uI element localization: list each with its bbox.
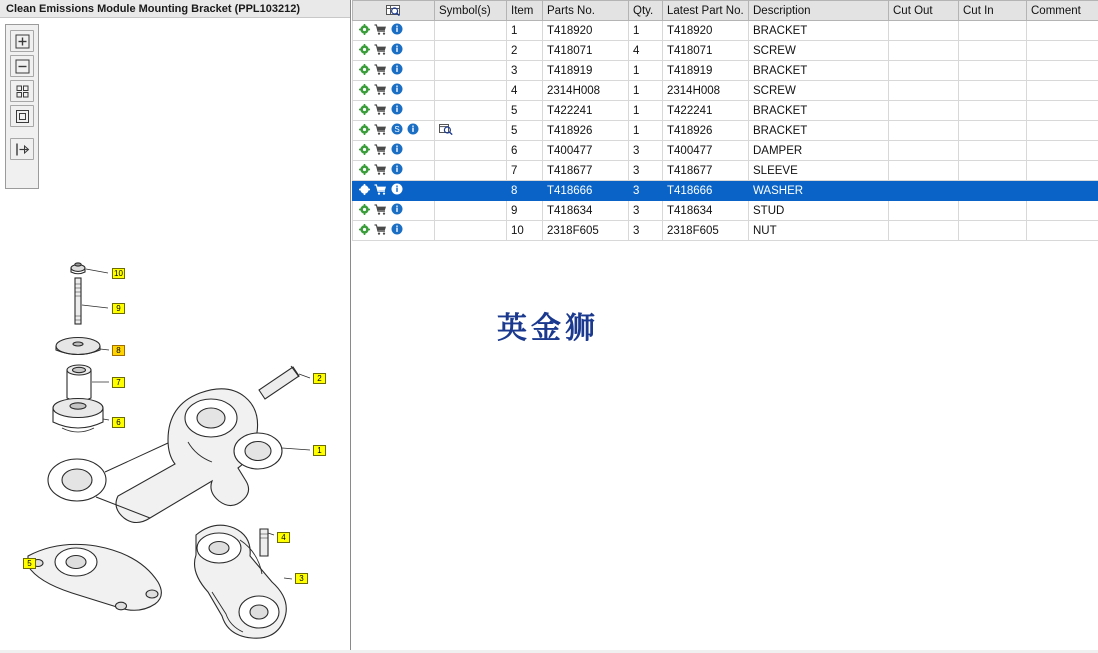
cell-item: 3 xyxy=(507,61,543,81)
cell-cut-in xyxy=(959,41,1027,61)
callout-1[interactable]: 1 xyxy=(313,445,326,456)
column-header-cut-in[interactable]: Cut In xyxy=(959,1,1027,21)
cell-parts-no: T418926 xyxy=(543,121,629,141)
cell-item: 8 xyxy=(507,181,543,201)
cell-symbols[interactable] xyxy=(435,201,507,221)
gear-icon[interactable] xyxy=(359,44,370,58)
cell-qty: 3 xyxy=(629,201,663,221)
callout-10[interactable]: 10 xyxy=(112,268,125,279)
cell-comment xyxy=(1027,21,1098,41)
info-icon[interactable] xyxy=(391,203,403,218)
cell-description: WASHER xyxy=(749,181,889,201)
cell-symbols[interactable] xyxy=(435,81,507,101)
callout-5[interactable]: 5 xyxy=(23,558,36,569)
row-actions[interactable] xyxy=(353,21,435,41)
cell-cut-out xyxy=(889,61,959,81)
column-header-latest-part-no[interactable]: Latest Part No. xyxy=(663,1,749,21)
cell-comment xyxy=(1027,61,1098,81)
info-icon[interactable] xyxy=(391,163,403,178)
magnifier-icon[interactable] xyxy=(439,123,453,138)
cell-qty: 1 xyxy=(629,81,663,101)
cell-comment xyxy=(1027,121,1098,141)
column-header-parts-no[interactable]: Parts No. xyxy=(543,1,629,21)
cell-qty: 3 xyxy=(629,221,663,241)
cell-description: STUD xyxy=(749,201,889,221)
cell-item: 6 xyxy=(507,141,543,161)
cell-comment xyxy=(1027,81,1098,101)
row-actions[interactable] xyxy=(353,41,435,61)
info-icon[interactable] xyxy=(391,63,403,78)
zoom-out-icon[interactable] xyxy=(10,55,34,77)
info-icon[interactable] xyxy=(391,83,403,98)
cell-latest-part-no: T418920 xyxy=(663,21,749,41)
cell-symbols[interactable] xyxy=(435,161,507,181)
cell-cut-in xyxy=(959,141,1027,161)
cart-icon[interactable] xyxy=(374,204,387,218)
cart-icon[interactable] xyxy=(374,44,387,58)
cart-icon[interactable] xyxy=(374,104,387,118)
cell-item: 10 xyxy=(507,221,543,241)
cell-description: SCREW xyxy=(749,81,889,101)
cell-cut-out xyxy=(889,141,959,161)
table-row[interactable] xyxy=(353,61,1098,81)
expand-panel-icon[interactable] xyxy=(10,138,34,160)
table-row[interactable] xyxy=(353,101,1098,121)
table-row[interactable] xyxy=(353,21,1098,41)
supersede-icon[interactable] xyxy=(391,123,403,138)
cell-description: BRACKET xyxy=(749,121,889,141)
cell-latest-part-no: T418926 xyxy=(663,121,749,141)
gear-icon[interactable] xyxy=(359,204,370,218)
row-actions[interactable] xyxy=(353,61,435,81)
cell-cut-out xyxy=(889,181,959,201)
cell-qty: 3 xyxy=(629,141,663,161)
row-actions[interactable] xyxy=(353,161,435,181)
cell-latest-part-no: 2318F605 xyxy=(663,221,749,241)
gear-icon[interactable] xyxy=(359,24,370,38)
cart-icon[interactable] xyxy=(374,64,387,78)
page-title: Clean Emissions Module Mounting Bracket (PPL103212) xyxy=(0,0,350,18)
callout-9[interactable]: 9 xyxy=(112,303,125,314)
cell-latest-part-no: 2314H008 xyxy=(663,81,749,101)
cell-parts-no: T418634 xyxy=(543,201,629,221)
gear-icon[interactable] xyxy=(359,124,370,138)
row-actions[interactable] xyxy=(353,221,435,241)
cell-comment xyxy=(1027,201,1098,221)
info-icon[interactable] xyxy=(391,223,403,238)
table-row[interactable] xyxy=(353,181,1098,201)
gear-icon[interactable] xyxy=(359,64,370,78)
cart-icon[interactable] xyxy=(374,24,387,38)
row-actions[interactable] xyxy=(353,101,435,121)
cell-parts-no: 2314H008 xyxy=(543,81,629,101)
cell-cut-in xyxy=(959,221,1027,241)
cell-cut-out xyxy=(889,81,959,101)
table-row[interactable] xyxy=(353,141,1098,161)
cell-description: BRACKET xyxy=(749,21,889,41)
zoom-in-icon[interactable] xyxy=(10,30,34,52)
cell-cut-out xyxy=(889,101,959,121)
info-icon[interactable] xyxy=(391,23,403,38)
cell-cut-out xyxy=(889,121,959,141)
cell-cut-out xyxy=(889,221,959,241)
cell-symbols[interactable] xyxy=(435,121,507,141)
column-header-symbols[interactable]: Symbol(s) xyxy=(435,1,507,21)
cell-symbols[interactable] xyxy=(435,181,507,201)
cart-icon[interactable] xyxy=(374,124,387,138)
svg-text:S: S xyxy=(394,125,400,134)
column-header-icons[interactable] xyxy=(353,1,435,21)
info-icon[interactable] xyxy=(391,43,403,58)
cell-item: 9 xyxy=(507,201,543,221)
gear-icon[interactable] xyxy=(359,84,370,98)
cell-item: 2 xyxy=(507,41,543,61)
row-actions[interactable] xyxy=(353,121,435,141)
cell-description: SCREW xyxy=(749,41,889,61)
cell-parts-no: T422241 xyxy=(543,101,629,121)
cell-latest-part-no: T418071 xyxy=(663,41,749,61)
cell-cut-in xyxy=(959,81,1027,101)
cell-comment xyxy=(1027,41,1098,61)
table-row[interactable] xyxy=(353,41,1098,61)
row-actions[interactable] xyxy=(353,81,435,101)
info-icon[interactable] xyxy=(391,183,403,198)
info-icon[interactable] xyxy=(391,103,403,118)
cell-qty: 1 xyxy=(629,121,663,141)
illustration-toolbar xyxy=(5,24,39,189)
cell-qty: 1 xyxy=(629,61,663,81)
cell-qty: 1 xyxy=(629,21,663,41)
table-header-row xyxy=(353,1,1098,21)
gear-icon[interactable] xyxy=(359,184,370,198)
cell-comment xyxy=(1027,161,1098,181)
table-row[interactable] xyxy=(353,201,1098,221)
cell-latest-part-no: T422241 xyxy=(663,101,749,121)
column-header-cut-out[interactable]: Cut Out xyxy=(889,1,959,21)
table-row[interactable] xyxy=(353,161,1098,181)
fit-window-icon[interactable] xyxy=(10,105,34,127)
cell-description: NUT xyxy=(749,221,889,241)
watermark-text: 英金狮 xyxy=(497,311,599,346)
cell-symbols[interactable] xyxy=(435,101,507,121)
cell-cut-in xyxy=(959,201,1027,221)
cell-latest-part-no: T418677 xyxy=(663,161,749,181)
cell-comment xyxy=(1027,141,1098,161)
info-icon[interactable] xyxy=(407,123,419,138)
exploded-view-diagram[interactable] xyxy=(0,200,351,650)
cart-icon[interactable] xyxy=(374,224,387,238)
cell-comment xyxy=(1027,181,1098,201)
cell-cut-out xyxy=(889,41,959,61)
callout-3[interactable]: 3 xyxy=(295,573,308,584)
cell-parts-no: T418920 xyxy=(543,21,629,41)
cell-cut-out xyxy=(889,201,959,221)
cell-cut-in xyxy=(959,181,1027,201)
row-actions[interactable] xyxy=(353,141,435,161)
column-header-qty[interactable]: Qty. xyxy=(629,1,663,21)
cell-description: SLEEVE xyxy=(749,161,889,181)
callout-7[interactable]: 7 xyxy=(112,377,125,388)
cell-item: 5 xyxy=(507,121,543,141)
table-row[interactable] xyxy=(353,221,1098,241)
cell-description: DAMPER xyxy=(749,141,889,161)
cell-item: 4 xyxy=(507,81,543,101)
cell-comment xyxy=(1027,101,1098,121)
cell-parts-no: T418677 xyxy=(543,161,629,181)
info-icon[interactable] xyxy=(391,143,403,158)
column-header-comment[interactable]: Comment xyxy=(1027,1,1098,21)
gear-icon[interactable] xyxy=(359,144,370,158)
cell-symbols[interactable] xyxy=(435,141,507,161)
cart-icon[interactable] xyxy=(374,184,387,198)
cell-description: BRACKET xyxy=(749,61,889,81)
cell-parts-no: T418666 xyxy=(543,181,629,201)
cell-cut-in xyxy=(959,101,1027,121)
gear-icon[interactable] xyxy=(359,224,370,238)
cell-parts-no: T418071 xyxy=(543,41,629,61)
cell-latest-part-no: T418634 xyxy=(663,201,749,221)
cell-qty: 1 xyxy=(629,101,663,121)
cell-cut-out xyxy=(889,21,959,41)
cell-symbols[interactable] xyxy=(435,41,507,61)
cell-item: 1 xyxy=(507,21,543,41)
cell-cut-in xyxy=(959,121,1027,141)
cell-cut-in xyxy=(959,161,1027,181)
cell-comment xyxy=(1027,221,1098,241)
cell-qty: 4 xyxy=(629,41,663,61)
callout-6[interactable]: 6 xyxy=(112,417,125,428)
cell-latest-part-no: T418919 xyxy=(663,61,749,81)
cell-description: BRACKET xyxy=(749,101,889,121)
cell-item: 7 xyxy=(507,161,543,181)
table-row[interactable] xyxy=(353,81,1098,101)
table-body xyxy=(353,21,1098,241)
illustration-panel xyxy=(0,0,351,653)
cell-symbols[interactable] xyxy=(435,221,507,241)
cell-latest-part-no: T400477 xyxy=(663,141,749,161)
cart-icon[interactable] xyxy=(374,164,387,178)
cell-parts-no: T400477 xyxy=(543,141,629,161)
cell-parts-no: T418919 xyxy=(543,61,629,81)
cell-symbols[interactable] xyxy=(435,21,507,41)
column-header-item[interactable]: Item xyxy=(507,1,543,21)
toolbar-divider xyxy=(6,130,38,136)
cell-cut-out xyxy=(889,161,959,181)
table-row[interactable] xyxy=(353,121,1098,141)
cell-symbols[interactable] xyxy=(435,61,507,81)
cart-icon[interactable] xyxy=(374,144,387,158)
cell-qty: 3 xyxy=(629,161,663,181)
cell-latest-part-no: T418666 xyxy=(663,181,749,201)
magnifier-table-icon[interactable] xyxy=(386,7,401,19)
grid-view-icon[interactable] xyxy=(10,80,34,102)
cell-cut-in xyxy=(959,21,1027,41)
row-actions[interactable] xyxy=(353,181,435,201)
callout-4[interactable]: 4 xyxy=(277,532,290,543)
parts-list-panel xyxy=(352,0,1098,653)
column-header-description[interactable]: Description xyxy=(749,1,889,21)
parts-table xyxy=(352,0,1098,241)
cell-cut-in xyxy=(959,61,1027,81)
gear-icon[interactable] xyxy=(359,164,370,178)
cell-qty: 3 xyxy=(629,181,663,201)
row-actions[interactable] xyxy=(353,201,435,221)
gear-icon[interactable] xyxy=(359,104,370,118)
cell-item: 5 xyxy=(507,101,543,121)
callout-8[interactable]: 8 xyxy=(112,345,125,356)
cart-icon[interactable] xyxy=(374,84,387,98)
callout-2[interactable]: 2 xyxy=(313,373,326,384)
cell-parts-no: 2318F605 xyxy=(543,221,629,241)
